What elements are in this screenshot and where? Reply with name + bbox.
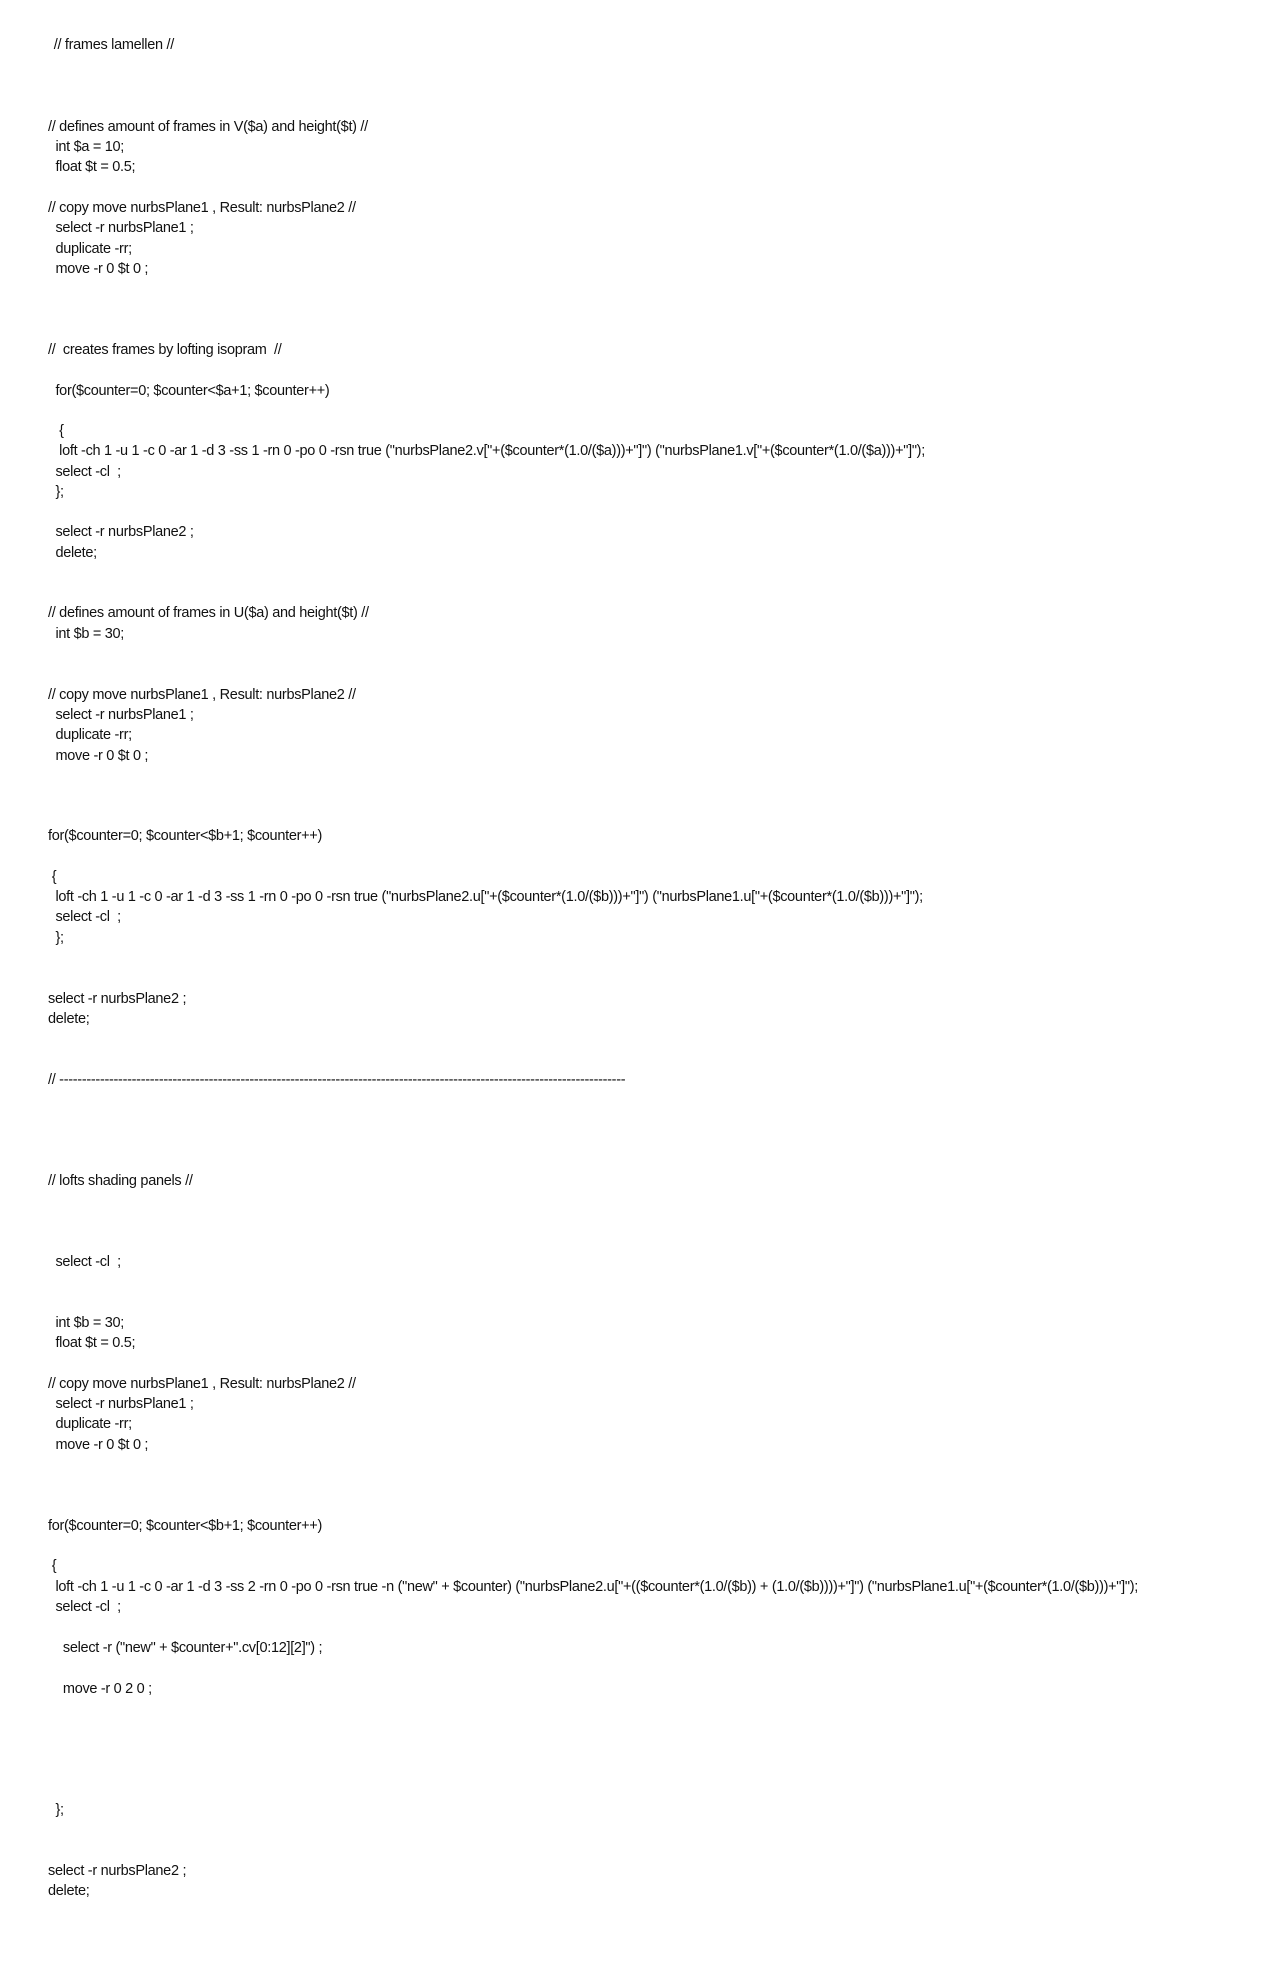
code-line: for($counter=0; $counter<$b+1; $counter++) xyxy=(48,1518,322,1534)
code-line: // defines amount of frames in U($a) and height($t) // xyxy=(48,605,369,621)
code-line: select -r nurbsPlane1 ; xyxy=(48,1396,194,1412)
code-line: duplicate -rr; xyxy=(48,1416,132,1432)
code-line: for($counter=0; $counter<$a+1; $counter++) xyxy=(48,383,330,399)
code-line: select -r nurbsPlane2 ; xyxy=(48,1863,187,1879)
code-line: for($counter=0; $counter<$b+1; $counter++) xyxy=(48,828,322,844)
code-line: loft -ch 1 -u 1 -c 0 -ar 1 -d 3 -ss 2 -rn 0 -po 0 -rsn true -n ("new" + $counter) ("nurbsPlane2.u["+(($counter*(1.0/($b)) + (1.0/($b))))+"]") ("nurbsPlane1.u["+($counter*(1.0/($b)))+"]"); xyxy=(48,1579,1138,1595)
code-line: // copy move nurbsPlane1 , Result: nurbsPlane2 // xyxy=(48,200,356,216)
code-line: select -cl ; xyxy=(48,1254,121,1270)
code-line: int $b = 30; xyxy=(48,1315,125,1331)
code-line: // copy move nurbsPlane1 , Result: nurbsPlane2 // xyxy=(48,687,356,703)
code-line: select -r nurbsPlane2 ; xyxy=(48,524,194,540)
code-line: }; xyxy=(48,1802,64,1818)
code-line: select -r nurbsPlane1 ; xyxy=(48,707,194,723)
code-line: int $b = 30; xyxy=(48,626,125,642)
code-line: select -cl ; xyxy=(48,464,121,480)
code-line: select -cl ; xyxy=(48,1599,121,1615)
code-line: // lofts shading panels // xyxy=(48,1173,193,1189)
code-line: // frames lamellen // xyxy=(50,37,174,53)
code-line: int $a = 10; xyxy=(48,139,125,155)
code-line: // defines amount of frames in V($a) and height($t) // xyxy=(48,119,368,135)
code-line: duplicate -rr; xyxy=(48,727,132,743)
code-line: select -r nurbsPlane1 ; xyxy=(48,220,194,236)
code-line: delete; xyxy=(48,1011,90,1027)
code-line: move -r 0 $t 0 ; xyxy=(48,748,149,764)
code-line: select -r nurbsPlane2 ; xyxy=(48,991,187,1007)
code-line: { xyxy=(48,869,57,885)
code-line: // copy move nurbsPlane1 , Result: nurbsPlane2 // xyxy=(48,1376,356,1392)
code-line: float $t = 0.5; xyxy=(48,1335,136,1351)
code-line: duplicate -rr; xyxy=(48,241,132,257)
code-line: move -r 0 $t 0 ; xyxy=(48,261,149,277)
code-line: { xyxy=(48,1558,57,1574)
code-line: float $t = 0.5; xyxy=(48,159,136,175)
code-line: move -r 0 $t 0 ; xyxy=(48,1437,149,1453)
code-line: // creates frames by lofting isopram // xyxy=(48,342,282,358)
code-line: }; xyxy=(48,484,64,500)
code-line: loft -ch 1 -u 1 -c 0 -ar 1 -d 3 -ss 1 -rn 0 -po 0 -rsn true ("nurbsPlane2.u["+($counter*(1.0/($b)))+"]") ("nurbsPlane1.u["+($counter*(1.0/($b)))+"]"); xyxy=(48,889,923,905)
code-line: select -cl ; xyxy=(48,909,121,925)
code-line: delete; xyxy=(48,1883,90,1899)
code-line: loft -ch 1 -u 1 -c 0 -ar 1 -d 3 -ss 1 -rn 0 -po 0 -rsn true ("nurbsPlane2.v["+($counter*(1.0/($a)))+"]") ("nurbsPlane1.v["+($counter*(1.0/($a)))+"]"); xyxy=(48,443,925,459)
code-line: }; xyxy=(48,930,64,946)
code-line: delete; xyxy=(48,545,97,561)
code-line: { xyxy=(48,423,64,439)
code-line: select -r ("new" + $counter+".cv[0:12][2]") ; xyxy=(48,1640,323,1656)
code-line: move -r 0 2 0 ; xyxy=(48,1681,152,1697)
code-line: // ----------------------------------------------------------------------------------------------------------------------------- xyxy=(48,1072,626,1088)
